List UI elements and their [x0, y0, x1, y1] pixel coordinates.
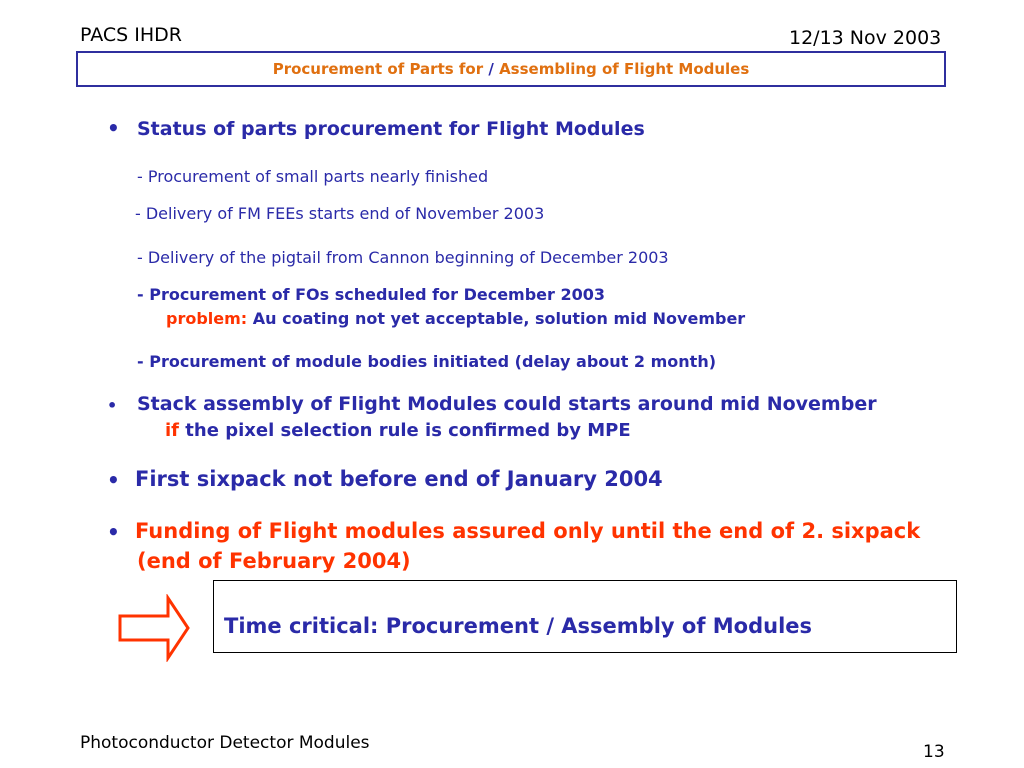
problem-text: Au coating not yet acceptable, solution mid November — [252, 309, 746, 328]
bullet-4-line-2: (end of February 2004) — [137, 549, 411, 573]
bullet-2-condition — [165, 420, 631, 441]
slide-title-part1: Procurement of Parts for — [272, 60, 484, 78]
problem-label: problem: — [166, 309, 248, 328]
bullet-3-text: First sixpack not before end of January 2004 — [135, 467, 663, 491]
if-label: if — [165, 420, 180, 441]
bullet-1-line-2: - Delivery of FM FEEs starts end of November 2003 — [135, 204, 545, 223]
bullet-3-marker: • — [107, 468, 120, 492]
bullet-2-heading: Stack assembly of Flight Modules could starts around mid November — [137, 393, 877, 415]
if-text: the pixel selection rule is confirmed by MPE — [185, 420, 631, 441]
bullet-1-problem — [166, 309, 745, 328]
header-date: 12/13 Nov 2003 — [789, 27, 942, 49]
header-left: PACS IHDR — [80, 24, 182, 46]
bullet-1-line-4: - Procurement of FOs scheduled for December 2003 — [137, 285, 606, 304]
right-arrow-icon — [116, 594, 192, 662]
page-number: 13 — [923, 742, 945, 762]
slide-title-part2: Assembling of Flight Modules — [499, 60, 750, 78]
slide-title-separator: / — [483, 60, 500, 78]
bullet-4-line-1: Funding of Flight modules assured only until the end of 2. sixpack — [135, 519, 921, 543]
bullet-1-line-1: - Procurement of small parts nearly finished — [137, 167, 489, 186]
bullet-1-line-3: - Delivery of the pigtail from Cannon beginning of December 2003 — [137, 248, 669, 267]
slide-title — [76, 51, 946, 87]
bullet-4-marker: • — [107, 520, 120, 544]
bullet-1-line-5: - Procurement of module bodies initiated (delay about 2 month) — [137, 352, 717, 371]
bullet-2-marker: • — [107, 396, 118, 415]
bullet-1-heading: Status of parts procurement for Flight Modules — [137, 118, 645, 140]
time-critical-text: Time critical: Procurement / Assembly of Modules — [224, 614, 813, 638]
footer-left: Photoconductor Detector Modules — [80, 733, 370, 753]
bullet-1-marker: • — [107, 116, 120, 140]
